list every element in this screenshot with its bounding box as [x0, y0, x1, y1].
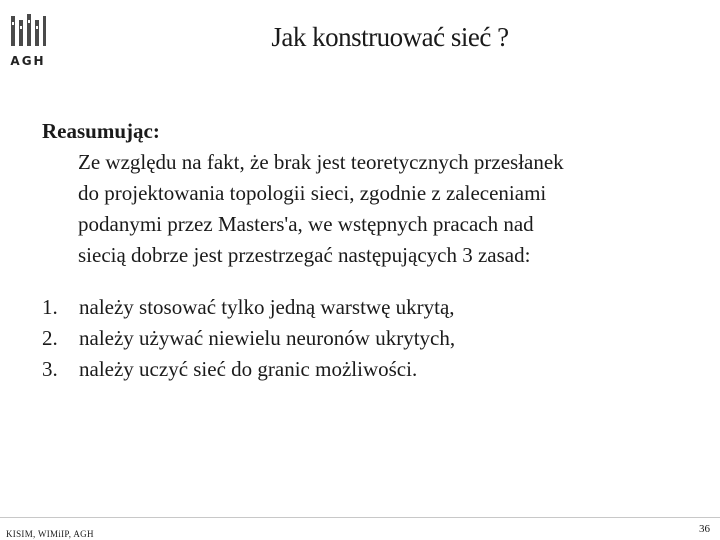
page-number: 36 — [699, 523, 710, 535]
slide-title: Jak konstruować sieć ? — [271, 22, 509, 52]
section-heading: Reasumując: — [42, 119, 160, 143]
logo-text: AGH — [10, 54, 46, 68]
footer-divider — [0, 517, 720, 518]
item-text: należy stosować tylko jedną warstwę ukrytą, — [79, 295, 455, 319]
item-number: 1. — [42, 295, 58, 319]
paragraph-line: podanymi przez Masters'a, we wstępnych pracach nad — [78, 212, 534, 236]
slide-content — [42, 116, 712, 385]
paragraph-line: do projektowania topologii sieci, zgodnie z zaleceniami — [78, 181, 547, 205]
paragraph-line: siecią dobrze jest przestrzegać następujących 3 zasad: — [78, 243, 531, 267]
paragraph-line: Ze względu na fakt, że brak jest teoretycznych przesłanek — [78, 150, 564, 174]
agh-logo-icon — [8, 12, 48, 52]
item-text: należy uczyć sieć do granic możliwości. — [79, 357, 418, 381]
footer-credit: KISIM, WIMiIP, AGH — [6, 529, 94, 539]
item-text: należy używać niewielu neuronów ukrytych, — [79, 326, 456, 350]
rules-list — [42, 292, 712, 385]
list-item — [42, 354, 712, 385]
item-number: 2. — [42, 326, 58, 350]
item-number: 3. — [42, 357, 58, 381]
list-item — [42, 323, 712, 354]
list-item — [42, 292, 712, 323]
intro-paragraph — [42, 147, 712, 271]
agh-logo — [8, 12, 48, 70]
